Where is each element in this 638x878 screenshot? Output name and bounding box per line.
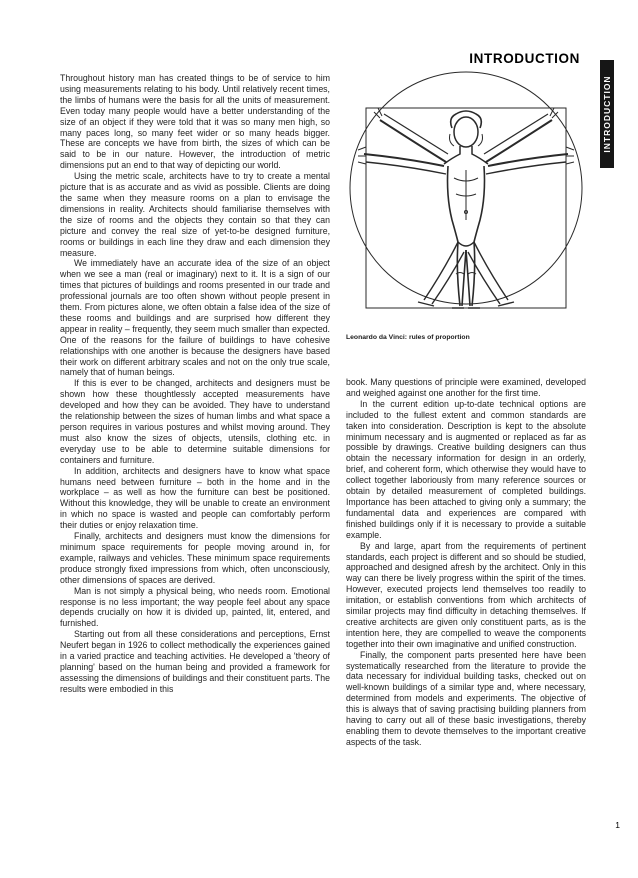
left-column	[60, 73, 330, 695]
paragraph: book. Many questions of principle were examined, developed and weighed against one another for the first time.	[346, 377, 586, 398]
section-tab	[600, 60, 614, 168]
paragraph: Throughout history man has created things to be of service to him using measurements relating to his body. Until relatively recent times, the limbs of humans were the basis for all the units of measurement. Even today many people would have a better understanding of the size of an object if they were told that it was so many men high, so many paces long, so many feet wider or so many heads bigger. These are concepts we have from birth, the sizes of which can be said to be in our nature. However, the introduction of metric dimensions put an end to that way of depicting our world.	[60, 73, 330, 171]
paragraph: In the current edition up-to-date technical options are included to the fullest extent and common standards are taken into consideration. Description is kept to the absolute minimum necessary and is augmented or replaced as far as possible by drawings. Creative building designers can thus obtain the necessary information for design in an orderly, brief, and coherent form, which otherwise they would have to collect together laboriously from many reference sources or obtain by detailed measurement of completed buildings. Importance has been attached to giving only a summary; the fundamental data and experiences are compared with finished buildings only if it is necessary to provide a suitable example.	[346, 398, 586, 540]
right-column	[346, 377, 586, 748]
paragraph: Man is not simply a physical being, who needs room. Emotional response is no less important; the way people feel about any space depends crucially on how it is divided up, painted, lit, entered, and furnished.	[60, 585, 330, 629]
paragraph: If this is ever to be changed, architects and designers must be shown how these thoughtlessly accepted measurements have developed and how they can be avoided. They have to understand the relationship between the sizes of human limbs and what space a person requires in various postures and whilst moving around. They must also know the sizes of objects, utensils, clothing etc. in everyday use to be able to determine suitable dimensions for containers and furniture.	[60, 378, 330, 465]
paragraph: Finally, architects and designers must know the dimensions for minimum space requirements for people moving around in, for example, railways and vehicles. These minimum space requirements produce strongly fixed impressions from which, often unconsciously, other dimensions of spaces are derived.	[60, 531, 330, 585]
vitruvian-man-figure	[344, 70, 588, 324]
figure-caption: Leonardo da Vinci: rules of proportion	[346, 334, 470, 341]
paragraph: Starting out from all these considerations and perceptions, Ernst Neufert began in 1926 to collect methodically the experiences gained in a varied practice and teaching activities. He developed a 'theory of planning' based on the human being and provided a framework for assessing the dimensions of buildings and their constituent parts. The results were embodied in this	[60, 629, 330, 694]
paragraph: In addition, architects and designers have to know what space humans need between furniture – both in the home and in the workplace – as well as how the furniture can best be positioned. Without this knowledge, they will be unable to create an environment in which no space is wasted and people can comfortably perform their duties or enjoy relaxation time.	[60, 465, 330, 531]
paragraph: By and large, apart from the requirements of pertinent standards, each project is different and so should be studied, approached and designed afresh by the architect. Only in this way can there be lively progress within the spirit of the times. However, executed projects lend themselves too readily to imitation, or establish conventions from which architects of similar projects may find difficulty in detaching themselves. If creative architects are given only constituent parts, as is the intention here, they are compelled to weave the components together into their own imaginative and unified construction.	[346, 540, 586, 649]
paragraph: Finally, the component parts presented here have been systematically researched from the literature to provide the data necessary for individual building tasks, checked out on well-known buildings of a similar type and, where necessary, determined from models and experiments. The objective of this is always that of saving practising building planners from having to carry out all of these basic investigations, thereby enabling them to devote themselves to the important creative aspects of the task.	[346, 649, 586, 747]
page-heading: INTRODUCTION	[469, 51, 580, 66]
paragraph: Using the metric scale, architects have to try to create a mental picture that is as accurate and as vivid as possible. Clients are doing the same when they measure rooms on a plan to envisage the dimensions in reality. Architects should familiarise themselves with the size of rooms and the objects they contain so that they can picture and convey the real size of yet-to-be designed furniture, rooms or buildings in each line they draw and each dimension they measure.	[60, 171, 330, 258]
section-tab-label: INTRODUCTION	[602, 75, 612, 153]
paragraph: We immediately have an accurate idea of the size of an object when we see a man (real or imaginary) next to it. It is a sign of our times that pictures of buildings and rooms presented in our trade and professional journals are too often shown without people present in them. From pictures alone, we often obtain a false idea of the size of these rooms and buildings and are surprised how different they appear in reality – frequently, they seem much smaller than expected. One of the reasons for the failure of buildings to have cohesive relationships with one another is because the designers have based their work on different arbitrary scales and not on the only true scale, namely that of human beings.	[60, 258, 330, 378]
page-number: 1	[615, 820, 620, 830]
